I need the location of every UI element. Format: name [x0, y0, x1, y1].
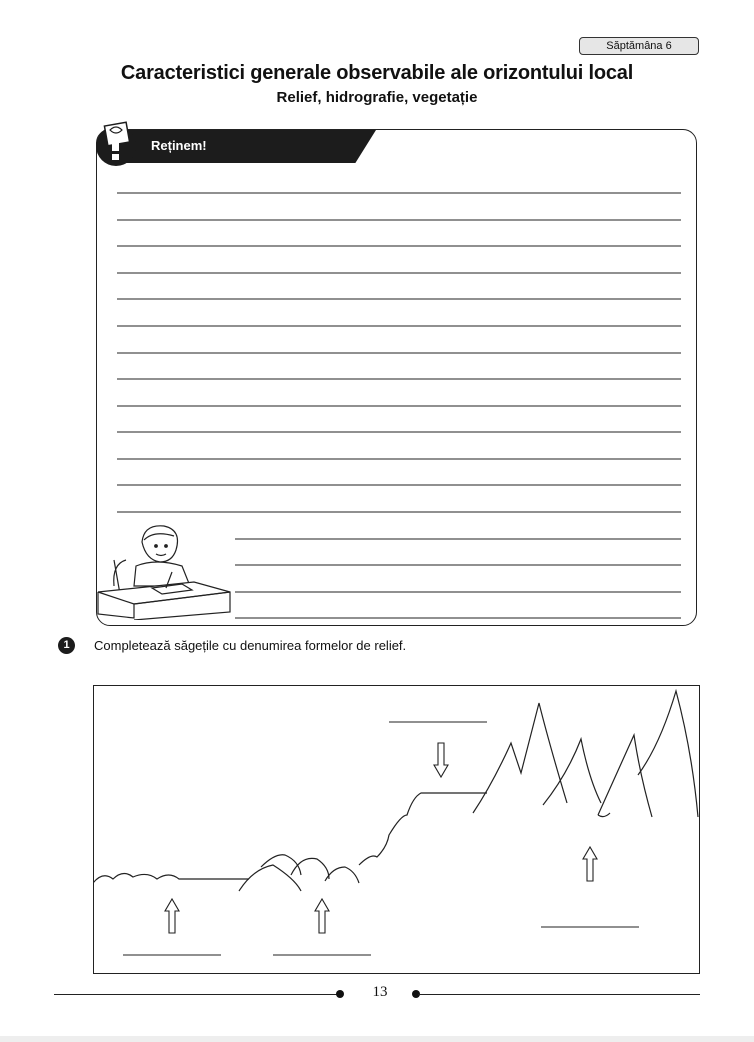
- footer-rule-right: [418, 994, 700, 995]
- arrow-hills-icon: [315, 899, 329, 933]
- plain-outline: [93, 873, 249, 883]
- page-subtitle: Relief, hidrografie, vegetație: [276, 89, 478, 106]
- hills-outline-2: [261, 855, 301, 875]
- answer-blanks: [123, 722, 639, 955]
- arrow-mountains-icon: [583, 847, 597, 881]
- mountain-ridge: [473, 703, 567, 813]
- child-writing-illustration: [96, 520, 236, 620]
- page-number: 13: [372, 984, 388, 1000]
- page-title: Caracteristici generale observabile ale orizontului local: [120, 62, 634, 84]
- plateau-outline: [359, 793, 487, 865]
- hills-outline-4: [325, 867, 359, 883]
- week-badge: Săptămâna 6: [579, 37, 699, 55]
- exclamation-icon: [92, 118, 140, 168]
- exercise-number-badge: 1: [58, 637, 75, 654]
- footer-dot-left: [336, 990, 344, 998]
- notes-banner-label: Reținem!: [151, 138, 207, 153]
- page-bottom-strip: [0, 1036, 754, 1042]
- hills-outline-3: [291, 858, 329, 879]
- arrow-plain-icon: [165, 899, 179, 933]
- relief-arrows: [165, 743, 597, 933]
- arrow-plateau-icon: [434, 743, 448, 777]
- footer-rule-left: [54, 994, 340, 995]
- exercise-instruction: Completează săgețile cu denumirea formelor de relief.: [94, 638, 407, 653]
- relief-profile-drawing: [93, 685, 700, 974]
- mountain-peak-3: [598, 735, 652, 817]
- hills-outline: [239, 865, 301, 891]
